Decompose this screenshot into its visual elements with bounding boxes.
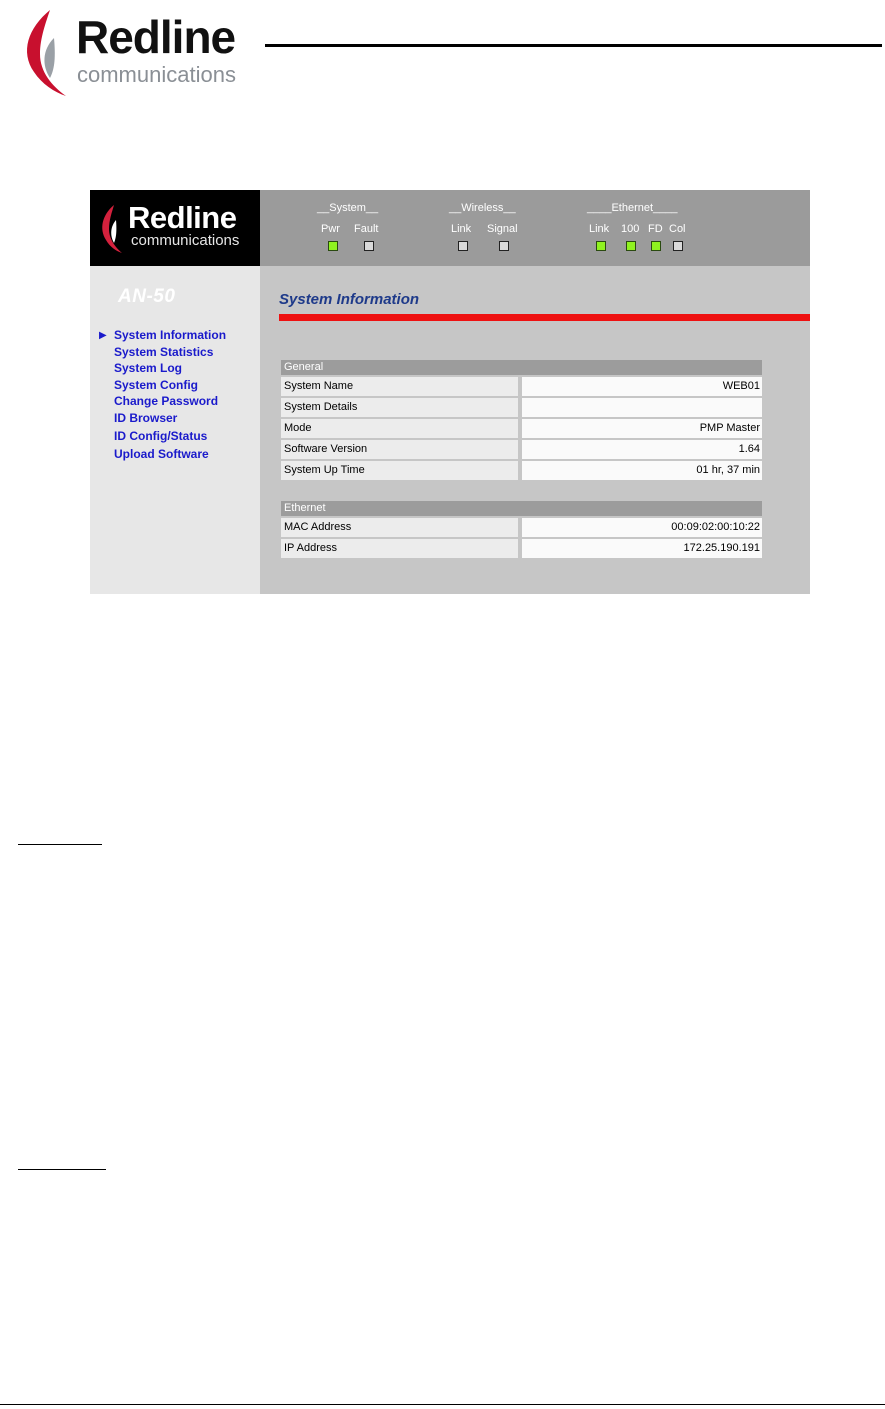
row-value: WEB01 [522, 377, 762, 396]
nav-system-statistics[interactable]: System Statistics [114, 345, 214, 359]
row-label: Mode [281, 419, 518, 438]
col-led-icon [673, 241, 683, 251]
section-underline [18, 844, 102, 845]
table-row [281, 518, 762, 537]
row-label: MAC Address [281, 518, 518, 537]
nav-change-password[interactable]: Change Password [114, 394, 219, 408]
row-label: System Up Time [281, 461, 518, 480]
row-value: PMP Master [522, 419, 762, 438]
signal-led-icon [499, 241, 509, 251]
web-ui-screenshot [90, 190, 810, 594]
title-underline [279, 314, 810, 321]
ethernet-header: Ethernet [281, 501, 762, 516]
row-label: System Name [281, 377, 518, 396]
100-led-icon [626, 241, 636, 251]
table-row [281, 398, 762, 417]
header-rule [265, 44, 882, 47]
redline-swoosh-icon [99, 204, 125, 254]
general-table [281, 360, 762, 480]
fd-led-icon [651, 241, 661, 251]
page-logo-sub: communications [77, 62, 236, 87]
table-row [281, 419, 762, 438]
nav-id-browser[interactable]: ID Browser [114, 411, 178, 425]
led-group-ethernet: ____Ethernet____ [587, 202, 678, 214]
page-title: System Information [279, 291, 420, 308]
row-value: 01 hr, 37 min [522, 461, 762, 480]
row-value: 00:09:02:00:10:22 [522, 518, 762, 537]
led-label-100: 100 [621, 223, 640, 235]
led-label-pwr: Pwr [321, 223, 340, 235]
current-page-arrow-icon: ▶ [99, 330, 107, 341]
row-value: 172.25.190.191 [522, 539, 762, 558]
table-row [281, 377, 762, 396]
footer-rule [0, 1404, 885, 1405]
ui-logo-sub: communications [131, 232, 240, 249]
nav-id-config-status[interactable]: ID Config/Status [114, 429, 208, 443]
led-label-col: Col [669, 223, 686, 235]
sidebar [90, 266, 260, 594]
page-logo-brand: Redline [76, 11, 236, 63]
pwr-led-icon [328, 241, 338, 251]
model-name: AN-50 [118, 286, 176, 307]
row-label: System Details [281, 398, 518, 417]
status-led-bar [260, 190, 810, 266]
row-label: Software Version [281, 440, 518, 459]
general-header: General [281, 360, 762, 375]
table-row [281, 440, 762, 459]
ethernet-table [281, 501, 762, 558]
section-underline [18, 1169, 106, 1170]
led-group-wireless: __Wireless__ [449, 202, 516, 214]
led-label-signal: Signal [487, 223, 518, 235]
page-logo [20, 8, 265, 98]
row-value: 1.64 [522, 440, 762, 459]
ui-logo [90, 190, 260, 266]
row-label: IP Address [281, 539, 518, 558]
ui-logo-brand: Redline [128, 200, 237, 235]
led-label-ethernet-link: Link [589, 223, 610, 235]
fault-led-icon [364, 241, 374, 251]
table-row [281, 461, 762, 480]
led-group-system: __System__ [317, 202, 379, 214]
row-value [522, 398, 762, 417]
redline-swoosh-icon [20, 8, 76, 98]
nav-upload-software[interactable]: Upload Software [114, 447, 209, 461]
nav-system-information[interactable]: System Information [114, 328, 227, 342]
led-label-fd: FD [648, 223, 663, 235]
wireless-link-led-icon [458, 241, 468, 251]
main-panel [260, 266, 810, 594]
nav-system-log[interactable]: System Log [114, 361, 183, 375]
table-row [281, 539, 762, 558]
led-label-fault: Fault [354, 223, 379, 235]
ethernet-link-led-icon [596, 241, 606, 251]
led-label-wireless-link: Link [451, 223, 472, 235]
nav-system-config[interactable]: System Config [114, 378, 199, 392]
